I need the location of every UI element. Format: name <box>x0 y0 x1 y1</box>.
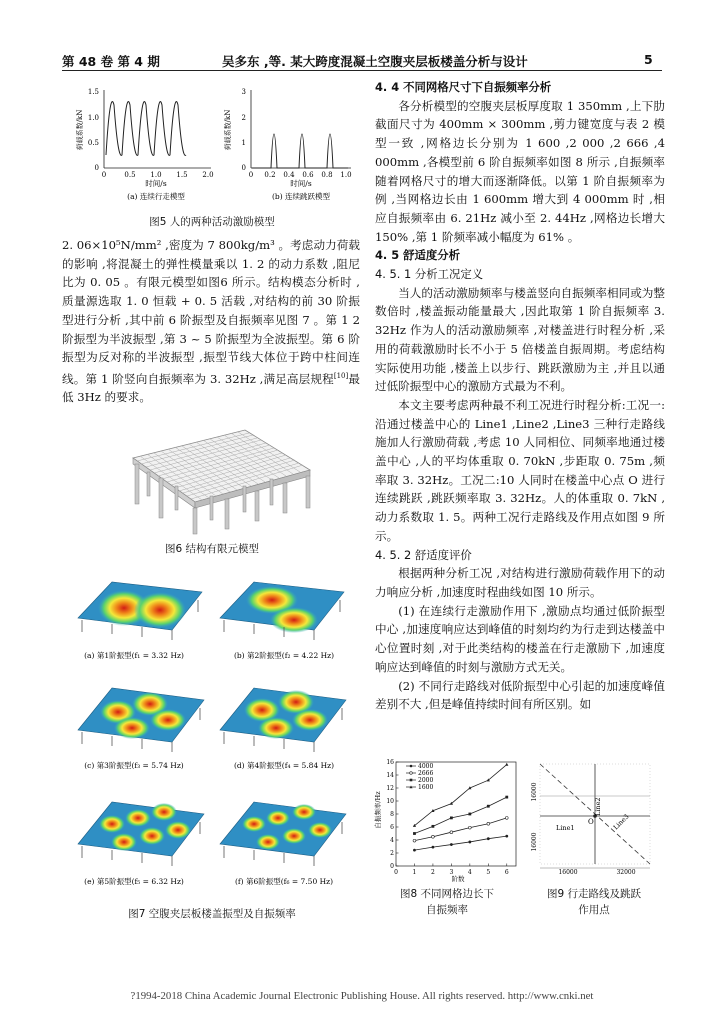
section-4-5-2-title: 4. 5. 2 舒适度评价 <box>375 547 472 562</box>
legend-2000: 2000 <box>418 777 434 784</box>
mode-3-plot <box>78 688 204 752</box>
dim-32000: 32000 <box>616 869 636 876</box>
dim-16000-x: 16000 <box>558 869 578 876</box>
fig8-ytick-label: 10 <box>386 798 394 805</box>
fig8-point-2000 <box>432 825 435 828</box>
section-4-5-2-paragraph-2: (1) 在连续行走激励作用下 ,激励点均通过低阶振型中心 ,加速度响应达到峰值的时刻均约为行走到达楼盖中心位置时刻 ,对于此类结构的楼盖在行走激励下 ,加速度响应达到峰值的时刻与激励方式无关。 <box>375 603 665 674</box>
fig5b-xtick: 0 <box>248 171 254 179</box>
section-4-5-1-paragraph-1: 当人的活动激励频率与楼盖竖向自振频率相同或为整数倍时 ,楼盖振动能量最大 ,因此取第 1 阶自振频率 3. 32Hz 作为人的活动激励频率 ,对楼盖进行时程分析 ,采用的荷载激励时长不小于 5 倍楼盖自振周期。考虑结构实际使用功能 ,楼盖上以步行、跳跃激励为主 ,并且以通过低阶振型中心的激励方式最为不利。 <box>375 285 665 394</box>
left-p1: 2. 06×10⁵N/mm² ,密度为 7 800kg/m³ 。考虑动力荷载的影响 ,将混凝土的弹性模量乘以 1. 2 的动力系数 ,阻尼比为 0. 05 。有限元模型如图6 所示。结构模态分析时 ,质量源选取 1. 0 恒载 + 0. 5 活载 ,对结构的前 30 阶振型进行分析 ,其中前 6 阶振型及自振频率见图 7 。第 1 2 阶振型为半波振型 ,第 3 ~ 5 阶振型为全波振型。第 6 阶振型为反对称的半波振型 ,振型节线大体位于跨中柱间连线。第 1 阶竖向自振频率为 3. 32Hz ,满足高层规程 <box>62 238 360 386</box>
fig5b-xtick: 0.8 <box>321 171 333 179</box>
label-line3: Line3 <box>611 812 631 832</box>
fig8-xtick-label: 4 <box>467 869 472 876</box>
fig5a-ylabel: 荷载系数/kN <box>76 109 84 151</box>
fig8-ytick-label: 14 <box>386 772 394 779</box>
running-title: 吴多东 ,等. 某大跨度混凝土空腹夹层板楼盖分析与设计 <box>222 54 528 69</box>
fig9-caption-line1: 图9 行走路线及跳跃 <box>546 888 642 900</box>
fig8-point-2000 <box>450 817 453 820</box>
section-4-4-title: 4. 4 不同网格尺寸下自振频率分析 <box>375 80 552 94</box>
label-line1: Line1 <box>556 824 575 832</box>
fig5a-xlabel: 时间/s <box>145 179 167 188</box>
fig8-ylabel: 自振频率/Hz <box>374 791 382 829</box>
section-4-5-2-paragraph-3: (2) 不同行走路线对低阶振型中心引起的加速度峰值差别不大 ,但是峰值持续时间有所区别。如 <box>375 678 665 712</box>
fig5b-xtick: 1.0 <box>340 171 352 179</box>
right-column-text <box>375 78 665 714</box>
fig8-point-1600 <box>505 763 508 766</box>
left-p1-end: 最低 3Hz 的要求。 <box>62 371 360 405</box>
fig8-point-2000 <box>505 796 508 799</box>
page-number: 5 <box>644 52 653 67</box>
mode-2-label: (b) 第2阶振型(f₂ = 4.22 Hz) <box>233 651 335 660</box>
figure-8-chart <box>372 758 522 884</box>
fig5a-xtick: 1.0 <box>150 171 162 179</box>
fig8-ytick-label: 2 <box>390 850 394 857</box>
fig8-point-4000 <box>432 846 435 849</box>
figure-7-mode-shapes <box>72 570 352 902</box>
fig5b-xtick: 0.4 <box>283 171 295 179</box>
fig5b-ylabel: 荷载系数/kN <box>224 109 232 151</box>
fig8-xtick-label: 2 <box>431 869 435 876</box>
fig8-ytick-label: 4 <box>390 837 394 844</box>
mode-2-plot <box>220 582 344 640</box>
fig8-point-4000 <box>468 841 471 844</box>
fig5b-plot <box>223 88 352 201</box>
fig8-xlabel: 阶数 <box>451 875 465 883</box>
fig8-xtick-label: 6 <box>504 869 509 876</box>
fig5b-ytick: 1 <box>241 139 246 147</box>
mode-5-plot <box>78 802 204 866</box>
fig8-ytick-label: 8 <box>390 811 394 818</box>
mode-5-label: (e) 第5阶振型(f₅ = 6.32 Hz) <box>84 877 184 886</box>
fig5a-xtick: 0.5 <box>124 171 136 179</box>
fig5b-xtick: 0.2 <box>264 171 276 179</box>
journal-volume: 第 48 卷 第 4 期 <box>62 54 160 69</box>
fig5a-xtick: 1.5 <box>176 171 188 179</box>
label-point-o: O <box>588 818 594 826</box>
fig6-caption: 图6 结构有限元模型 <box>164 543 260 555</box>
legend-1600: 1600 <box>418 784 434 791</box>
mode-3-label: (c) 第3阶振型(f₃ = 5.74 Hz) <box>84 761 184 770</box>
label-line2: Line2 <box>594 797 602 816</box>
fig8-legend <box>406 763 433 791</box>
fig8-series-line-2000 <box>414 797 506 833</box>
fig9-caption <box>528 886 660 918</box>
fig8-ytick-label: 6 <box>390 824 394 831</box>
fig8-caption-line2: 自振频率 <box>426 904 468 916</box>
figure-6-fe-model <box>115 418 315 536</box>
fig8-point-2666 <box>505 817 508 820</box>
dim-16000-y-top: 16000 <box>531 782 538 802</box>
fig5b-ytick: 0 <box>241 164 246 172</box>
fig8-point-2000 <box>468 813 471 816</box>
fig8-point-4000 <box>450 843 453 846</box>
fig5b-caption: (b) 连续跳跃模型 <box>271 192 331 201</box>
fig8-ytick-label: 12 <box>386 785 394 792</box>
header-rule <box>62 70 662 71</box>
fig8-xtick-label: 3 <box>449 869 454 876</box>
ref-10: [10] <box>333 371 349 380</box>
section-4-5-1-title: 4. 5. 1 分析工况定义 <box>375 267 484 282</box>
mode-1-plot <box>78 582 202 640</box>
fig5b-xtick: 0.6 <box>302 171 314 179</box>
fig8-caption <box>372 886 522 918</box>
fig8-point-2666 <box>487 822 490 825</box>
fig8-point-4000 <box>487 837 490 840</box>
fig5-caption: 图5 人的两种活动激励模型 <box>149 216 275 228</box>
fig8-series-line-2666 <box>414 818 506 841</box>
fig8-point-2666 <box>413 839 416 842</box>
section-4-4-paragraph: 各分析模型的空腹夹层板厚度取 1 350mm ,上下肋截面尺寸为 400mm × 300mm ,剪力键宽度与表 2 模型一致 ,网格边长分别为 1 600 ,2 000 ,2 666 ,4 000mm ,各模型前 6 阶自振频率如图 8 所示 ,自振频率随着网格尺寸的增大而逐渐降低。以第 1 阶自振频率为例 ,当网格边长由 1 600mm 增大到 4 000mm 时 ,相应自振频率由 6. 21Hz 减小至 2. 44Hz ,网格边长增大 150% ,第 1 阶频率减小幅度为 61% 。 <box>375 98 665 244</box>
dim-16000-y-bottom: 16000 <box>531 832 538 852</box>
copyright-footer: ?1994-2018 China Academic Journal Electronic Publishing House. All rights reserved. http://www.cnki.net <box>130 990 594 1002</box>
fig8-point-4000 <box>413 849 416 852</box>
mode-6-label: (f) 第6阶振型(f₆ = 7.50 Hz) <box>234 877 334 886</box>
fig8-point-2666 <box>432 835 435 838</box>
fig8-caption-line1: 图8 不同网格边长下 <box>399 888 495 900</box>
fig8-xtick-label: 5 <box>486 869 491 876</box>
fig8-xtick-label: 0 <box>394 869 398 876</box>
fig5a-caption: (a) 连续行走模型 <box>127 192 185 201</box>
fig8-point-4000 <box>505 835 508 838</box>
mode-4-plot <box>220 688 346 752</box>
section-4-5-title: 4. 5 舒适度分析 <box>375 248 461 263</box>
mode-4-label: (d) 第4阶振型(f₄ = 5.84 Hz) <box>233 761 335 770</box>
fig5a-xtick: 0 <box>101 171 107 179</box>
fig8-xtick-label: 1 <box>412 869 417 876</box>
fig8-ytick-label: 0 <box>390 863 394 870</box>
section-4-5-2-paragraph-1: 根据两种分析工况 ,对结构进行激励荷载作用下的动力响应分析 ,加速度时程曲线如图 10 所示。 <box>375 566 665 599</box>
fig5a-ytick: 0 <box>94 164 99 172</box>
fig5a-ytick: 1.5 <box>87 88 99 96</box>
mode-1-label: (a) 第1阶振型(f₁ = 3.32 Hz) <box>84 651 184 660</box>
fig8-point-2000 <box>413 832 416 835</box>
fig8-point-2666 <box>468 826 471 829</box>
left-column-text <box>62 236 360 407</box>
legend-4000: 4000 <box>418 763 434 770</box>
fig5b-ytick: 3 <box>241 88 246 96</box>
legend-2666: 2666 <box>418 770 434 777</box>
section-4-5-1-paragraph-2: 本文主要考虑两种最不利工况进行时程分析:工况一:沿通过楼盖中心的 Line1 ,Line2 ,Line3 三种行走路线施加人行激励荷载 ,考虑 10 人同相位、同频率地通过楼盖中心 ,人的平均体重取 0. 70kN ,步距取 0. 75m ,频率取 3. 32Hz。工况二:10 人同时在楼盖中心点 O 进行连续跳跃 ,跳跃频率取 3. 32Hz。人的体重取 0. 7kN ,动力系数取 1. 5。两种工况行走路线及作用点如图 9 所示。 <box>375 397 665 543</box>
fig5b-curve <box>252 134 348 168</box>
figure-5 <box>66 80 356 205</box>
fig8-point-2666 <box>450 831 453 834</box>
fig5a-ytick: 1.0 <box>87 114 99 122</box>
fig5a-plot <box>75 88 214 201</box>
fig5a-xtick: 2.0 <box>202 171 214 179</box>
mode-6-plot <box>220 802 346 866</box>
fig8-point-2000 <box>487 805 490 808</box>
fig5b-ytick: 2 <box>241 114 246 122</box>
fig5b-xlabel: 时间/s <box>290 179 312 188</box>
fig5a-curve <box>106 102 186 156</box>
figure-9-walking-lines <box>528 758 660 884</box>
fig8-series-line-4000 <box>414 836 506 850</box>
fig9-caption-line2: 作用点 <box>578 904 610 916</box>
fig8-ytick-label: 16 <box>386 759 394 766</box>
fig7-caption: 图7 空腹夹层板楼盖振型及自振频率 <box>128 908 296 920</box>
fig5a-ytick: 0.5 <box>87 139 99 147</box>
